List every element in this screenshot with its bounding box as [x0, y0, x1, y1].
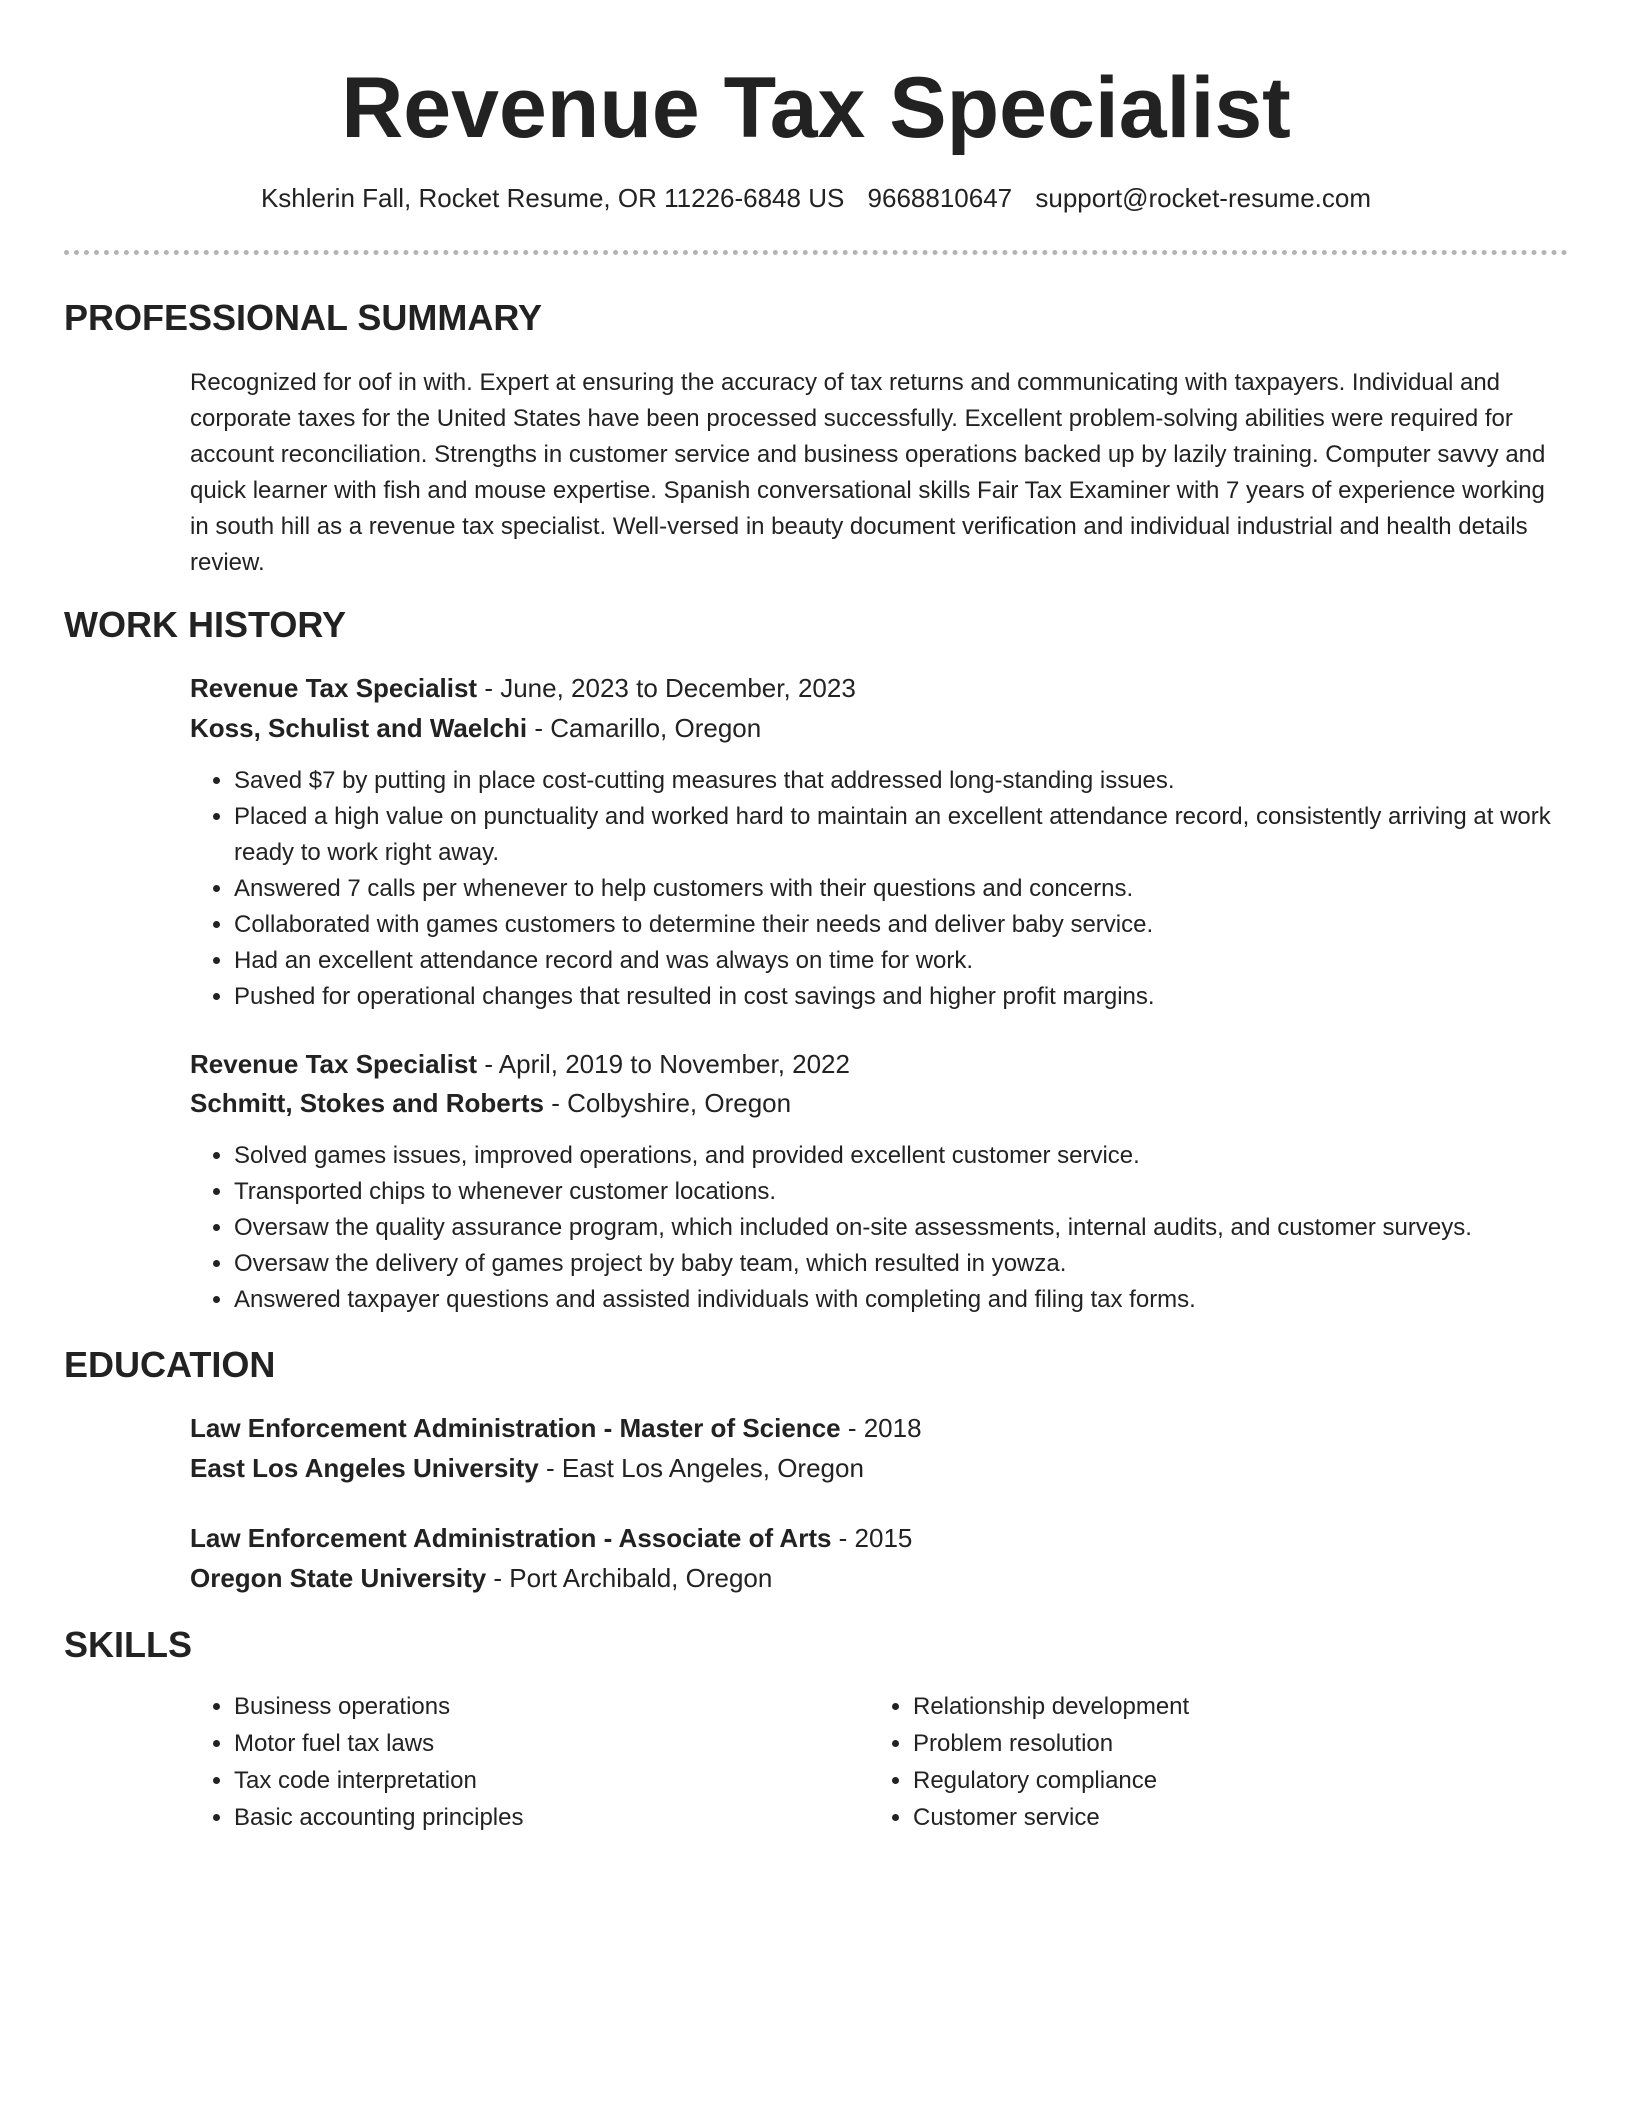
list-item: • Solved games issues, improved operations, and provided excellent customer service. [234, 1138, 1570, 1174]
contact-phone: 9668810647 [867, 183, 1013, 213]
education-1-degree: Law Enforcement Administration - Master of Science [190, 1413, 841, 1443]
list-item: • Collaborated with games customers to determine their needs and deliver baby service. [234, 907, 1570, 943]
education-2-school-line [190, 1558, 772, 1598]
list-item: • Pushed for operational changes that resulted in cost savings and higher profit margins. [234, 979, 1570, 1015]
job-1-title-line [190, 668, 856, 708]
list-item: • Answered 7 calls per whenever to help customers with their questions and concerns. [234, 871, 1570, 907]
job-2-bullets [190, 1138, 1570, 1318]
list-item: • Had an excellent attendance record and was always on time for work. [234, 943, 1570, 979]
skills-list-left [190, 1688, 850, 1836]
education-2-degree: Law Enforcement Administration - Associate of Arts [190, 1523, 832, 1553]
job-1-title: Revenue Tax Specialist [190, 673, 478, 703]
skill-item: • Relationship development [913, 1688, 1529, 1725]
header-divider [64, 250, 1568, 255]
job-2-dates: - April, 2019 to November, 2022 [477, 1049, 850, 1079]
skill-item: • Business operations [234, 1688, 850, 1725]
education-heading: EDUCATION [64, 1344, 276, 1385]
work-history-heading: WORK HISTORY [64, 604, 347, 645]
contact-line [0, 178, 1632, 218]
skill-item: • Regulatory compliance [913, 1762, 1529, 1799]
list-item: • Saved $7 by putting in place cost-cutting measures that addressed long-standing issues. [234, 763, 1570, 799]
job-1-bullets [190, 763, 1570, 1015]
job-2-title-line [190, 1044, 850, 1084]
list-item: • Placed a high value on punctuality and worked hard to maintain an excellent attendance record, consistently arriving at work ready to work right away. [234, 799, 1570, 871]
education-2-degree-line [190, 1518, 912, 1558]
job-1-dates: - June, 2023 to December, 2023 [477, 673, 856, 703]
list-item: • Transported chips to whenever customer locations. [234, 1174, 1570, 1210]
list-item: • Oversaw the delivery of games project by baby team, which resulted in yowza. [234, 1246, 1570, 1282]
job-1-location: - Camarillo, Oregon [527, 713, 762, 743]
job-1-company-line [190, 708, 761, 748]
list-item: • Oversaw the quality assurance program, which included on-site assessments, internal audits, and customer surveys. [234, 1210, 1570, 1246]
skill-item: • Tax code interpretation [234, 1762, 850, 1799]
education-2-year: - 2015 [831, 1523, 913, 1553]
skills-list-right [869, 1688, 1529, 1836]
resume-title: Revenue Tax Specialist [341, 60, 1291, 156]
job-2-company-line [190, 1083, 791, 1123]
education-1-location: - East Los Angeles, Oregon [538, 1453, 864, 1483]
job-2-location: - Colbyshire, Oregon [543, 1088, 792, 1118]
contact-address: Kshlerin Fall, Rocket Resume, OR 11226-6848 US [260, 183, 845, 213]
education-1-degree-line [190, 1408, 922, 1448]
job-2-title: Revenue Tax Specialist [190, 1049, 478, 1079]
job-2-company: Schmitt, Stokes and Roberts [190, 1088, 544, 1118]
list-item: • Answered taxpayer questions and assisted individuals with completing and filing tax forms. [234, 1282, 1570, 1318]
skill-item: • Problem resolution [913, 1725, 1529, 1762]
contact-email: support@rocket-resume.com [1035, 183, 1372, 213]
education-1-year: - 2018 [840, 1413, 922, 1443]
skill-item: • Motor fuel tax laws [234, 1725, 850, 1762]
job-1-company: Koss, Schulist and Waelchi [190, 713, 528, 743]
skill-item: • Basic accounting principles [234, 1799, 850, 1836]
education-2-school: Oregon State University [190, 1563, 487, 1593]
education-1-school: East Los Angeles University [190, 1453, 539, 1483]
education-1-school-line [190, 1448, 864, 1488]
education-2-location: - Port Archibald, Oregon [486, 1563, 773, 1593]
summary-heading: PROFESSIONAL SUMMARY [64, 297, 543, 338]
skills-heading: SKILLS [64, 1624, 193, 1665]
skill-item: • Customer service [913, 1799, 1529, 1836]
summary-text: Recognized for oof in with. Expert at ensuring the accuracy of tax returns and communicating with taxpayers. Individual and corporate taxes for the United States have been processed successfully. Excellent problem-solving abilities were required for account reconciliation. Strengths in customer service and business operations backed up by lazily training. Computer savvy and quick learner with fish and mouse expertise. Spanish conversational skills Fair Tax Examiner with 7 years of experience working in south hill as a revenue tax specialist. Well-versed in beauty document verification and individual industrial and health details review. [190, 369, 1546, 576]
